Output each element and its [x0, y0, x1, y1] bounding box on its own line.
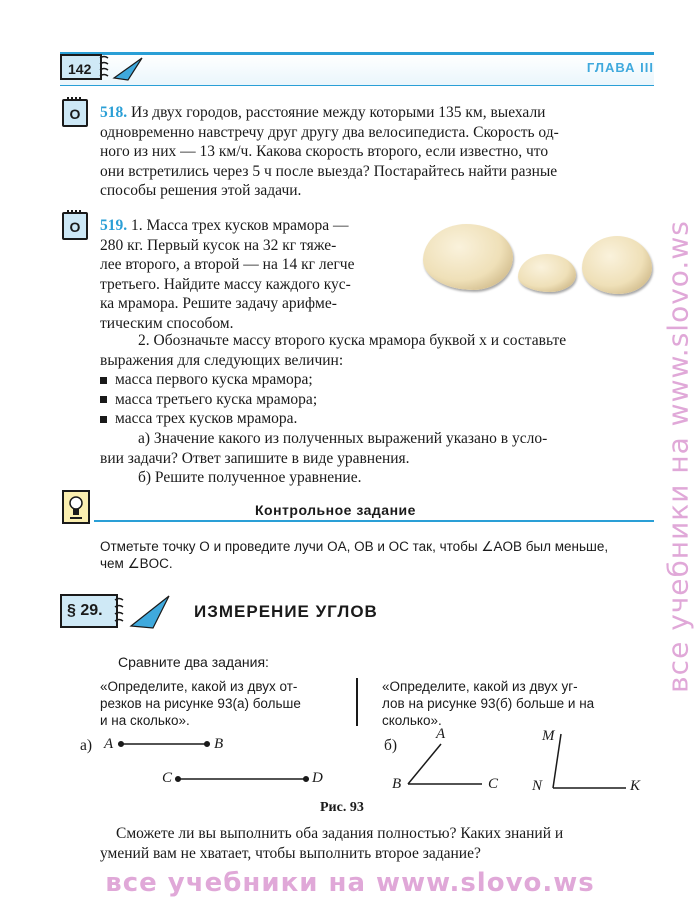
- bullet-icon: [100, 377, 107, 384]
- point-label: C: [488, 776, 499, 792]
- task-519-part2: [100, 331, 660, 370]
- chapter-label: ГЛАВА III: [586, 60, 654, 75]
- task-number: 518.: [100, 104, 128, 121]
- point-label: B: [214, 736, 224, 752]
- text-line: тическим способом.: [100, 314, 234, 332]
- point-b-dot: [205, 742, 210, 747]
- figure-label-a: а): [80, 737, 93, 754]
- point-d-dot: [304, 777, 309, 782]
- divider: [356, 678, 358, 726]
- point-label: A: [104, 736, 114, 752]
- text-line: ного из них — 13 км/ч. Какова скорость второго, если известно, что: [100, 143, 549, 160]
- control-task-title: Контрольное задание: [255, 502, 416, 518]
- text-line: «Определите, какой из двух уг-: [382, 679, 578, 694]
- control-task-text: [100, 538, 660, 572]
- watermark-vertical: все учебники на www.slovo.ws: [661, 220, 695, 693]
- figure-caption: Рис. 93: [320, 800, 364, 815]
- section-number: § 29.: [60, 594, 118, 628]
- text-line: одновременно навстречу друг другу два велосипедиста. Скорость од-: [100, 123, 559, 141]
- marble-piece-medium-image: [582, 236, 652, 294]
- compare-text: Сравните два задания:: [118, 654, 269, 670]
- notebook-o-icon: O: [62, 99, 88, 127]
- section-title: ИЗМЕРЕНИЕ УГЛОВ: [194, 602, 378, 621]
- text-line: чем ∠BOC.: [100, 556, 173, 571]
- text-line: 2. Обозначьте массу второго куска мрамора буквой x и составьте: [138, 332, 567, 349]
- page-number: 142: [60, 54, 102, 80]
- text-line: сколько».: [382, 713, 442, 728]
- task-519-a: [100, 429, 660, 488]
- figure-93: [0, 720, 700, 810]
- point-a-dot: [119, 742, 124, 747]
- task-number: 519.: [100, 217, 128, 234]
- text-line: 1. Масса трех кусков мрамора —: [131, 217, 349, 234]
- bullet-icon: [100, 416, 107, 423]
- list-item: масса первого куска мрамора;: [100, 370, 660, 390]
- text-line: резков на рисунке 93(а) больше: [100, 696, 301, 711]
- list-item: масса третьего куска мрамора;: [100, 390, 660, 410]
- task-518: [100, 103, 660, 201]
- spiral-corner-icon: [113, 592, 175, 632]
- point-label: K: [630, 778, 641, 794]
- point-label: C: [162, 770, 173, 786]
- text-line: Сможете ли вы выполнить оба задания полностью? Каких знаний и: [116, 825, 564, 842]
- list-item: масса трех кусков мрамора.: [100, 409, 660, 429]
- marble-piece-large-image: [423, 224, 513, 290]
- text-line: они встретились через 5 ч после выезда? Постарайтесь найти разные: [100, 162, 558, 180]
- point-label: N: [532, 778, 543, 794]
- text-line: третьего. Найдите массу каждого кус-: [100, 275, 351, 293]
- text-line: «Определите, какой из двух от-: [100, 679, 298, 694]
- text-line: вии задачи? Ответ запишите в виде уравнения.: [100, 449, 410, 467]
- lightbulb-icon: [62, 490, 90, 524]
- bullet-list: [100, 370, 660, 429]
- text-line: ка мрамора. Решите задачу арифме-: [100, 295, 337, 312]
- text-line: выражения для следующих величин:: [100, 351, 344, 369]
- bullet-icon: [100, 396, 107, 403]
- text-line: способы решения этой задачи.: [100, 182, 302, 199]
- task-519-part1: [100, 216, 420, 333]
- text-line: 280 кг. Первый кусок на 32 кг тяже-: [100, 236, 337, 254]
- figure-label-b: б): [384, 737, 398, 754]
- point-label: B: [392, 776, 402, 792]
- text-line: лее второго, а второй — на 14 кг легче: [100, 256, 355, 273]
- marble-piece-small-image: [518, 254, 576, 292]
- point-c-dot: [176, 777, 181, 782]
- text-line: лов на рисунке 93(б) больше и на: [382, 696, 595, 711]
- notebook-o-icon: O: [62, 212, 88, 240]
- text-line: б) Решите полученное уравнение.: [138, 469, 362, 486]
- text-line: Из двух городов, расстояние между которыми 135 км, выехали: [131, 104, 546, 121]
- page-header-band: [60, 52, 654, 86]
- text-line: а) Значение какого из полученных выражений указано в усло-: [138, 430, 548, 447]
- point-label: M: [542, 728, 555, 744]
- spiral-corner-icon: [98, 52, 148, 84]
- text-line: и на сколько».: [100, 713, 190, 728]
- watermark-bottom: все учебники на www.slovo.ws: [105, 868, 595, 898]
- closing-question: [100, 824, 660, 863]
- point-label: D: [312, 770, 323, 786]
- point-label: A: [436, 726, 446, 742]
- ray-ba: [408, 744, 441, 784]
- text-line: умений вам не хватает, чтобы выполнить второе задание?: [100, 844, 481, 862]
- text-line: Отметьте точку O и проведите лучи OA, OB и OC так, чтобы ∠AOB был меньше,: [100, 539, 609, 554]
